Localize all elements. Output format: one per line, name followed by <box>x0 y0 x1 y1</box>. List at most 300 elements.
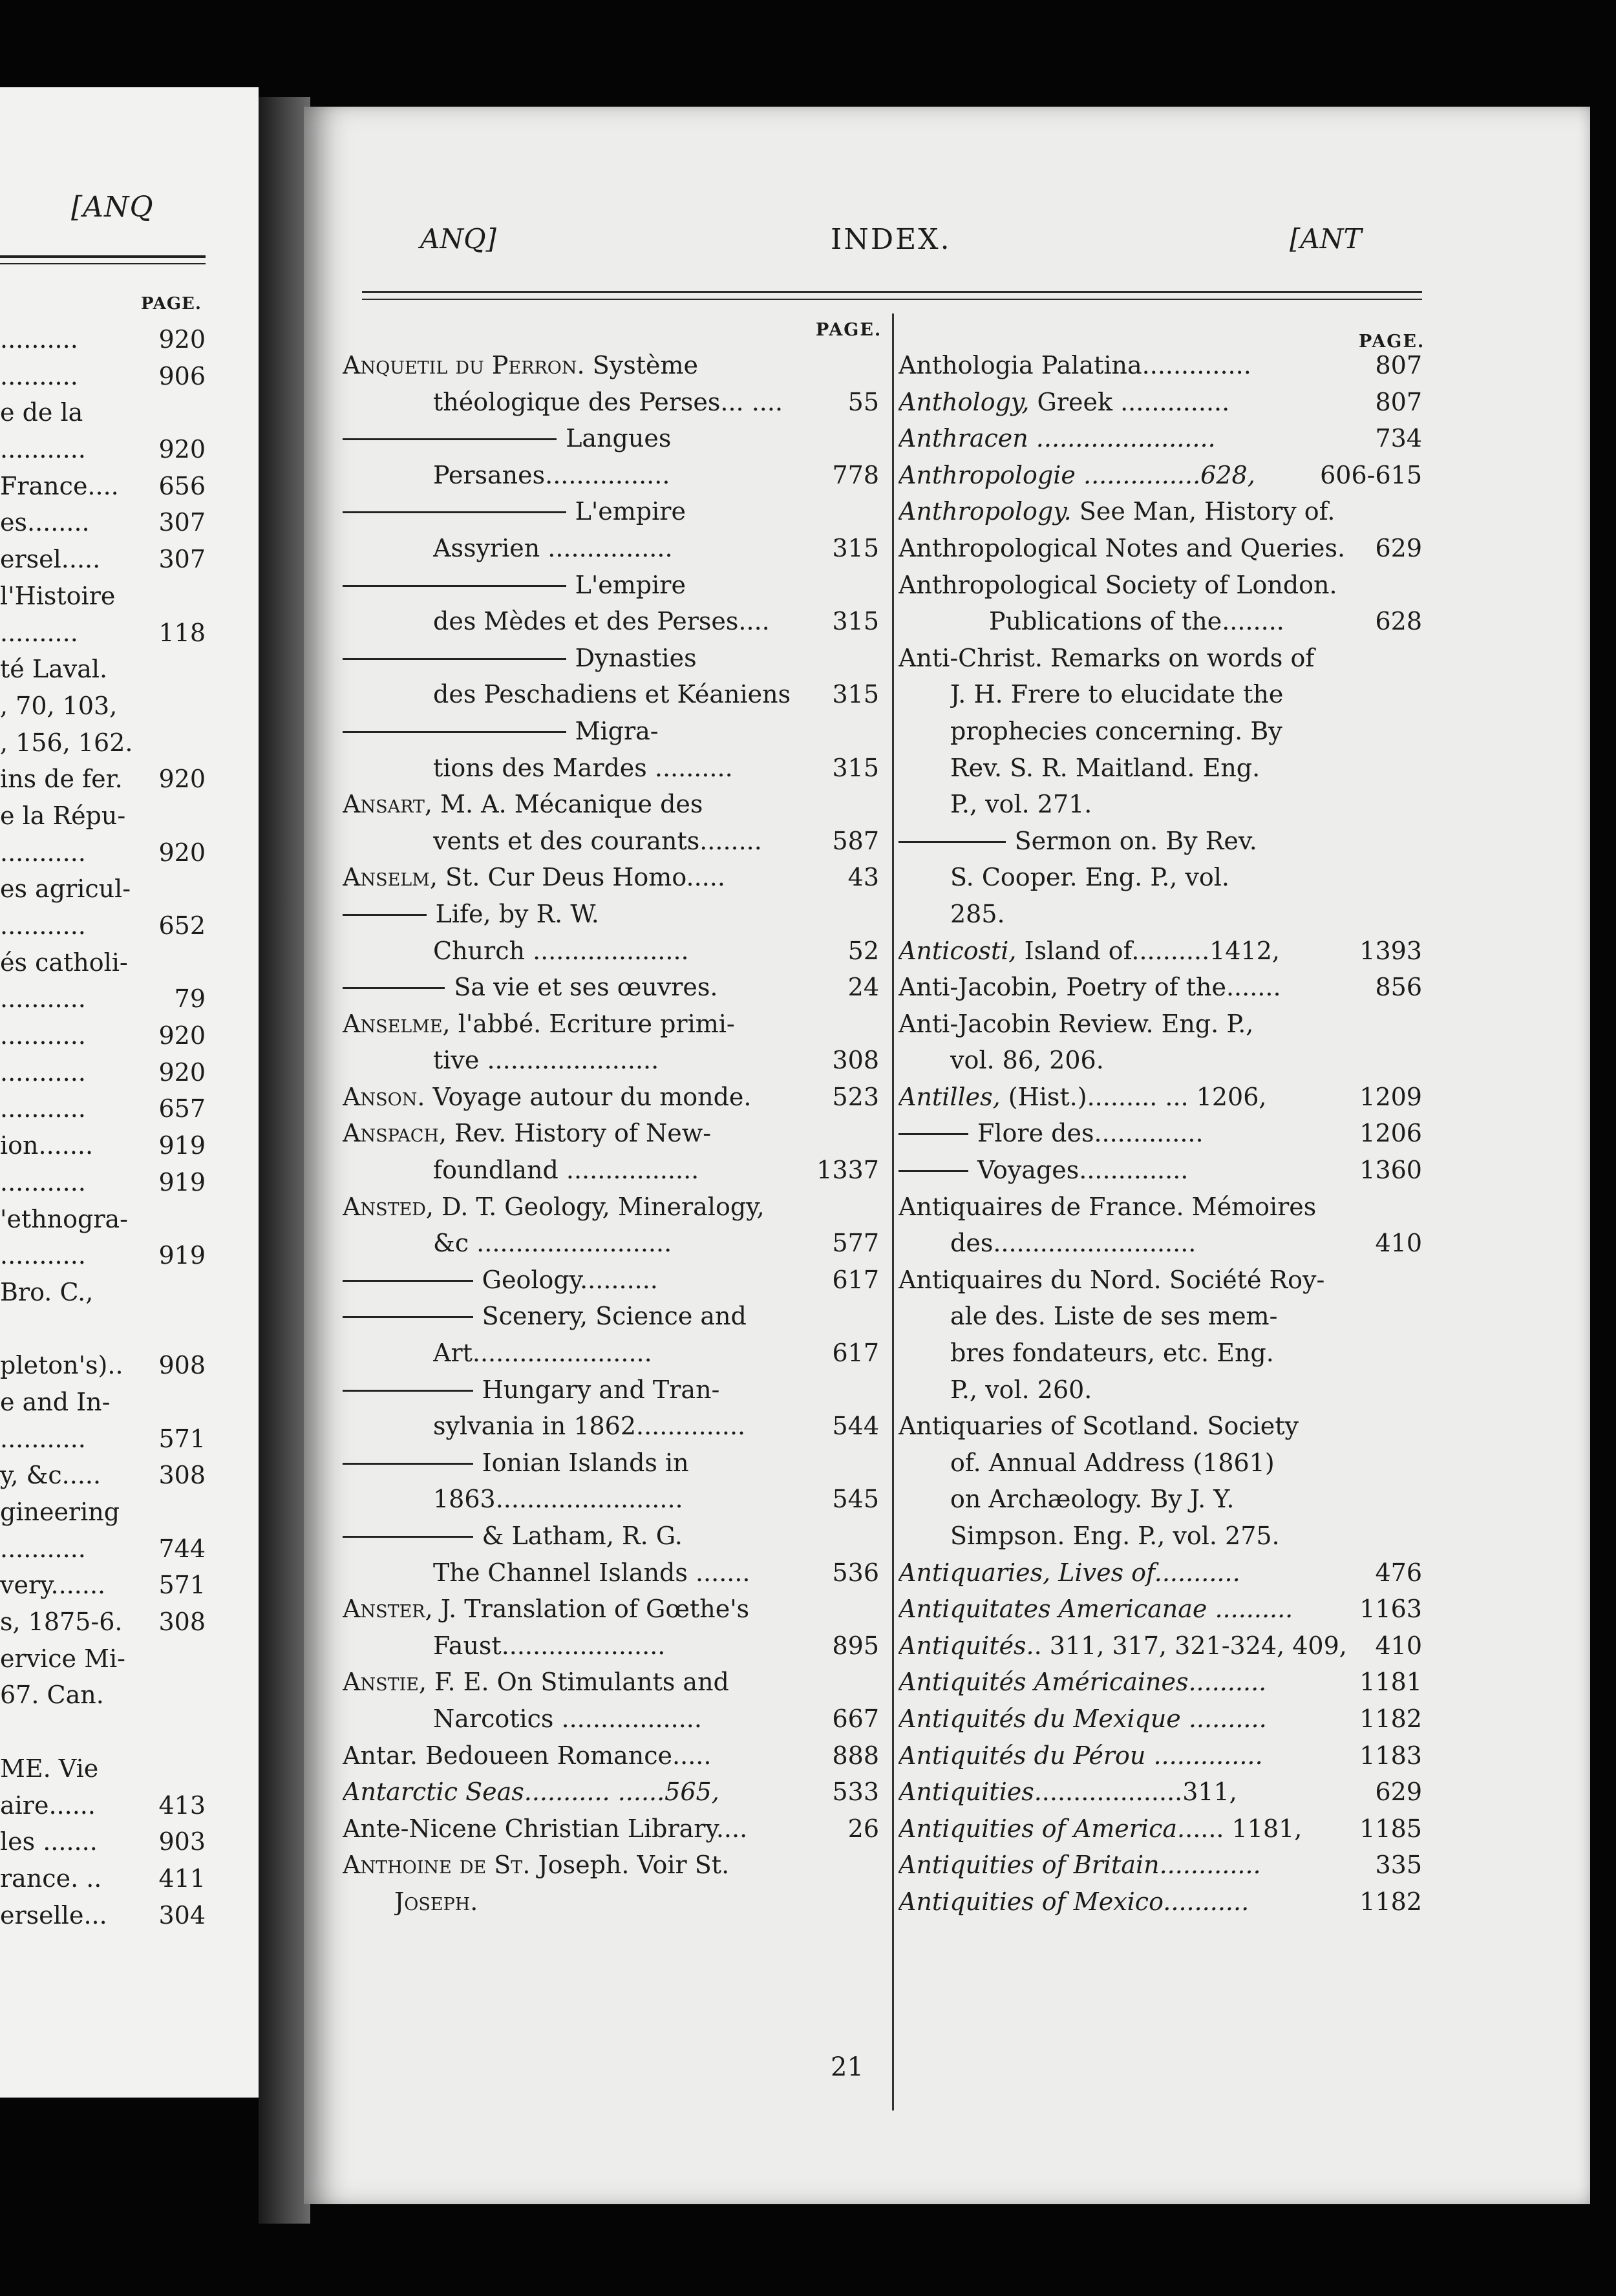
entry-text: vol. 86, 206. <box>950 1046 1104 1075</box>
index-entry-line <box>898 1298 1422 1335</box>
index-line <box>0 1127 206 1164</box>
ditto-dash <box>343 438 557 440</box>
entry-page-number: 523 <box>832 1082 879 1111</box>
entry-text: Anti-Jacobin, Poetry of the....... <box>898 973 1281 1002</box>
entry-text: Anthology, Greek .............. <box>898 387 1230 416</box>
page-title: INDEX. <box>831 223 952 256</box>
index-entry-line <box>343 1006 879 1043</box>
entry-page-number: 906 <box>158 361 206 390</box>
entry-text: Anstie, F. E. On Stimulants and <box>343 1668 729 1697</box>
entry-text: Ansted, D. T. Geology, Mineralogy, <box>343 1192 765 1221</box>
entry-page-number: 656 <box>158 471 206 500</box>
index-entry-line <box>343 457 879 494</box>
entry-text: es........ <box>0 508 90 537</box>
index-entry-line <box>898 969 1422 1006</box>
entry-text: 285. <box>950 899 1005 928</box>
index-entry-line <box>343 384 879 421</box>
entry-text: tions des Mardes .......... <box>433 753 733 782</box>
entry-text: 'ethnogra- <box>0 1204 129 1233</box>
index-entry-line <box>898 1664 1422 1701</box>
book-spine <box>259 97 310 2224</box>
index-entry-line <box>898 603 1422 640</box>
entry-text: Antiquités du Pérou .............. <box>898 1741 1263 1770</box>
entry-text: ........... <box>0 1021 86 1050</box>
entry-text: Church .................... <box>433 936 689 965</box>
ditto-dash <box>343 1280 473 1282</box>
index-line <box>0 1714 206 1750</box>
entry-subtitle: Migra- <box>575 716 659 745</box>
entry-subtitle: Ionian Islands in <box>482 1448 689 1477</box>
entry-page-number: 43 <box>847 863 879 892</box>
entry-text: té Laval. <box>0 655 108 684</box>
entry-text: ervice Mi- <box>0 1644 126 1673</box>
entry-subtitle: Sermon on. By Rev. <box>1014 826 1257 855</box>
index-line <box>0 1090 206 1127</box>
entry-text: on Archæology. By J. Y. <box>950 1485 1235 1514</box>
index-entry-line <box>343 640 879 677</box>
index-line <box>0 761 206 798</box>
index-entry-line <box>343 823 879 860</box>
index-entry-line <box>898 1335 1422 1372</box>
entry-text <box>343 420 879 457</box>
ditto-dash <box>343 658 566 660</box>
header-rule <box>362 291 1422 293</box>
entry-text: Ante-Nicene Christian Library.... <box>343 1814 748 1843</box>
index-line <box>0 321 206 358</box>
entry-text: Anselm, St. Cur Deus Homo..... <box>343 863 725 892</box>
entry-page-number: 1182 <box>1359 1887 1422 1916</box>
entry-text: ........... <box>0 1058 86 1087</box>
entry-text: Anthoine de St. Joseph. Voir St. <box>343 1851 730 1880</box>
index-entry-line <box>343 1664 879 1701</box>
ditto-dash <box>898 841 1006 843</box>
entry-page-number: 1163 <box>1359 1595 1422 1624</box>
index-line <box>0 1531 206 1568</box>
entry-text: Antiquities of Britain............. <box>898 1851 1261 1880</box>
index-entry-line <box>343 1847 879 1884</box>
index-entry-line <box>343 530 879 567</box>
entry-text: Antiquities of America...... 1181, <box>898 1814 1302 1843</box>
index-line <box>0 651 206 688</box>
index-entry-line <box>898 676 1422 713</box>
index-entry-line <box>898 1481 1422 1518</box>
entry-text: foundland ................. <box>433 1156 699 1185</box>
index-entry-line <box>343 896 879 933</box>
entry-text: Simpson. Eng. P., vol. 275. <box>950 1522 1280 1550</box>
index-entry-line <box>343 1738 879 1774</box>
index-line <box>0 1384 206 1421</box>
entry-page-number: 856 <box>1375 973 1422 1002</box>
entry-text <box>343 640 879 677</box>
entry-text: Rev. S. R. Maitland. Eng. <box>950 753 1260 782</box>
entry-text: Assyrien ................ <box>433 533 673 562</box>
index-entry-line <box>343 713 879 750</box>
entry-text: ........... <box>0 1534 86 1563</box>
entry-text: ........... <box>0 984 86 1014</box>
entry-text: Anthropological Society of London. <box>898 570 1337 599</box>
entry-text: ........... <box>0 1424 86 1453</box>
entry-text: ersel..... <box>0 545 101 574</box>
entry-page-number: 888 <box>832 1741 879 1770</box>
ditto-dash <box>343 731 566 733</box>
index-entry-line <box>898 1811 1422 1847</box>
index-line <box>0 725 206 761</box>
index-line <box>0 1017 206 1054</box>
index-line <box>0 615 206 652</box>
entry-text <box>343 1372 879 1408</box>
entry-page-number: 545 <box>832 1485 879 1514</box>
entry-text: e de la <box>0 398 83 427</box>
entry-text: aire...... <box>0 1791 96 1820</box>
index-entry-line <box>898 1774 1422 1811</box>
entry-text: erselle... <box>0 1900 107 1929</box>
index-line <box>0 1164 206 1201</box>
entry-page-number: 308 <box>832 1046 879 1075</box>
entry-text: s, 1875-6. <box>0 1608 123 1637</box>
index-line <box>0 1421 206 1458</box>
index-entry-line <box>343 1481 879 1518</box>
index-entry-line <box>343 1811 879 1847</box>
entry-page-number: 533 <box>832 1778 879 1807</box>
page-column-label: PAGE. <box>816 320 882 340</box>
index-entry-line <box>343 859 879 896</box>
entry-subtitle: Geology.......... <box>482 1265 658 1294</box>
entry-text: ion....... <box>0 1131 94 1160</box>
index-entry-line <box>343 1774 879 1811</box>
index-entry-line <box>343 1042 879 1079</box>
index-entry-line <box>343 1262 879 1299</box>
index-entry-line <box>343 969 879 1006</box>
index-line <box>0 1641 206 1677</box>
entry-text: 67. Can. <box>0 1681 104 1710</box>
index-line <box>0 1604 206 1641</box>
index-entry-line <box>343 1335 879 1372</box>
entry-text: P., vol. 260. <box>950 1375 1092 1404</box>
entry-text: Anthologia Palatina.............. <box>898 351 1251 379</box>
entry-text: prophecies concerning. By <box>950 716 1282 745</box>
entry-text: France.... <box>0 471 119 500</box>
left-page-fragment <box>0 87 259 2098</box>
entry-text: Ansart, M. A. Mécanique des <box>343 790 703 819</box>
entry-text: Anthracen ....................... <box>898 424 1216 453</box>
index-line <box>0 1274 206 1311</box>
index-entry-line <box>898 1445 1422 1482</box>
entry-page-number: 920 <box>158 435 206 464</box>
entry-page-number: 307 <box>158 508 206 537</box>
entry-text: e and In- <box>0 1387 111 1416</box>
entry-text <box>898 1115 1348 1152</box>
ditto-dash <box>343 1316 473 1318</box>
index-entry-line <box>898 1518 1422 1555</box>
index-entry-line <box>898 1225 1422 1262</box>
entry-page-number: 628 <box>1375 607 1422 636</box>
index-entry-line <box>898 1408 1422 1445</box>
entry-page-number: 1360 <box>1359 1156 1422 1185</box>
ditto-dash <box>343 987 445 989</box>
index-line <box>0 1054 206 1091</box>
entry-text: les ....... <box>0 1827 98 1856</box>
index-entry-line <box>898 457 1422 494</box>
index-entry-line <box>898 786 1422 823</box>
index-line <box>0 1457 206 1494</box>
entry-text: théologique des Perses... .... <box>433 387 783 416</box>
entry-text <box>343 1262 805 1299</box>
entry-text: Antiquités Américaines.......... <box>898 1668 1267 1697</box>
entry-text: des.......................... <box>950 1229 1196 1258</box>
index-entry-line <box>898 493 1422 530</box>
ditto-dash <box>343 511 566 513</box>
index-entry-line <box>898 1115 1422 1152</box>
entry-page-number: 55 <box>847 387 879 416</box>
entry-page-number: 920 <box>158 1058 206 1087</box>
entry-page-number: 807 <box>1375 351 1422 379</box>
entry-page-number: 920 <box>158 838 206 867</box>
entry-text: Antar. Bedoueen Romance..... <box>343 1741 712 1770</box>
entry-page-number: 919 <box>158 1167 206 1196</box>
index-entry-line <box>343 1408 879 1445</box>
index-line <box>0 944 206 981</box>
entry-text: Antiquités.. 311, 317, 321-324, 409, <box>898 1631 1347 1660</box>
entry-page-number: 587 <box>832 826 879 855</box>
running-head-left: ANQ] <box>420 223 496 255</box>
index-column-left <box>343 347 879 1920</box>
entry-text: ........... <box>0 1241 86 1270</box>
index-entry-line <box>343 933 879 970</box>
index-entry-line <box>898 933 1422 970</box>
index-entry-line <box>343 676 879 713</box>
index-entry-line <box>343 750 879 787</box>
index-entry-line <box>343 493 879 530</box>
index-line <box>0 1567 206 1604</box>
entry-text <box>343 896 879 933</box>
index-line <box>0 1237 206 1274</box>
index-line <box>0 1201 206 1238</box>
index-line <box>0 1823 206 1860</box>
index-line <box>0 834 206 871</box>
entry-text: ........... <box>0 911 86 940</box>
entry-text: Antiquities of Mexico........... <box>898 1887 1249 1916</box>
left-page-header: [ANQ <box>71 191 154 224</box>
entry-page-number: 1182 <box>1359 1704 1422 1733</box>
entry-subtitle: L'empire <box>575 497 686 526</box>
entry-page-number: 79 <box>174 984 206 1014</box>
entry-text: Antiquaries of Scotland. Society <box>898 1412 1299 1441</box>
column-divider <box>892 314 894 2110</box>
page-column-label: PAGE. <box>141 294 202 314</box>
index-line <box>0 981 206 1017</box>
entry-text: Art....................... <box>433 1339 652 1368</box>
entry-text: P., vol. 271. <box>950 790 1092 819</box>
entry-page-number: 1337 <box>816 1156 879 1185</box>
entry-text: rance. .. <box>0 1864 102 1893</box>
entry-text: ins de fer. <box>0 765 123 794</box>
entry-text: J. H. Frere to elucidate the <box>950 680 1284 709</box>
entry-text: ........... <box>0 435 86 464</box>
entry-text: Anti-Christ. Remarks on words of <box>898 643 1315 672</box>
entry-page-number: 52 <box>847 936 879 965</box>
index-entry-line <box>343 1189 879 1226</box>
entry-text: tive ...................... <box>433 1046 659 1075</box>
entry-text <box>343 713 879 750</box>
entry-page-number: 903 <box>158 1827 206 1856</box>
entry-text: Narcotics .................. <box>433 1704 702 1733</box>
entry-page-number: 919 <box>158 1131 206 1160</box>
index-entry-line <box>898 1079 1422 1116</box>
entry-text: Antiquities...................311, <box>898 1778 1237 1807</box>
entry-text: gineering <box>0 1498 120 1526</box>
index-entry-line <box>898 1189 1422 1226</box>
entry-text: very....... <box>0 1571 106 1600</box>
header-rule <box>0 255 206 258</box>
index-line <box>0 1311 206 1348</box>
entry-page-number: 617 <box>832 1265 879 1294</box>
entry-page-number: 304 <box>158 1900 206 1929</box>
entry-text: pleton's).. <box>0 1351 123 1380</box>
entry-text: Anselme, l'abbé. Ecriture primi- <box>343 1009 735 1038</box>
entry-text: Antilles, (Hist.)......... ... 1206, <box>898 1082 1267 1111</box>
entry-text: Anson. Voyage autour du monde. <box>343 1082 752 1111</box>
index-entry-line <box>343 1628 879 1664</box>
entry-text: ME. Vie <box>0 1754 99 1783</box>
index-entry-line <box>343 420 879 457</box>
entry-text <box>343 969 805 1006</box>
entry-page-number: 1181 <box>1359 1668 1422 1697</box>
entry-page-number: 308 <box>158 1608 206 1637</box>
entry-page-number: 315 <box>832 533 879 562</box>
entry-text: Antiquaries, Lives of........... <box>898 1558 1240 1587</box>
entry-page-number: 920 <box>158 1021 206 1050</box>
entry-text: l'Histoire <box>0 581 116 610</box>
entry-text: .......... <box>0 325 78 354</box>
index-column-right <box>898 347 1422 1920</box>
entry-page-number: 335 <box>1375 1851 1422 1880</box>
entry-page-number: 308 <box>158 1461 206 1490</box>
header-rule <box>362 299 1422 300</box>
entry-text: , 70, 103, <box>0 691 118 720</box>
entry-subtitle: Dynasties <box>575 643 697 672</box>
entry-text: Publications of the........ <box>989 607 1284 636</box>
ditto-dash <box>343 1536 473 1538</box>
index-line <box>0 1787 206 1824</box>
entry-text: e la Répu- <box>0 801 126 830</box>
entry-page-number: 652 <box>158 911 206 940</box>
index-entry-line <box>898 713 1422 750</box>
index-entry-line <box>898 1555 1422 1591</box>
entry-subtitle: Scenery, Science and <box>482 1302 747 1331</box>
left-page-lines <box>0 321 206 1933</box>
index-line <box>0 578 206 615</box>
entry-page-number: 920 <box>158 325 206 354</box>
running-head-right: [ANT <box>1290 223 1362 255</box>
index-entry-line <box>343 603 879 640</box>
entry-page-number: 571 <box>158 1424 206 1453</box>
entry-text: ........... <box>0 1167 86 1196</box>
entry-text: Anspach, Rev. History of New- <box>343 1119 712 1148</box>
entry-text: y, &c..... <box>0 1461 101 1490</box>
index-entry-line <box>898 420 1422 457</box>
index-line <box>0 1897 206 1934</box>
entry-page-number: 667 <box>832 1704 879 1733</box>
entry-text: es agricul- <box>0 875 131 904</box>
index-line <box>0 1494 206 1531</box>
entry-page-number: 919 <box>158 1241 206 1270</box>
index-entry-line <box>898 859 1422 896</box>
entry-page-number: 657 <box>158 1094 206 1123</box>
entry-text: ........... <box>0 838 86 867</box>
entry-text: Anti-Jacobin Review. Eng. P., <box>898 1009 1254 1038</box>
index-entry-line <box>898 1884 1422 1920</box>
entry-subtitle: Voyages.............. <box>977 1156 1189 1185</box>
entry-page-number: 315 <box>832 607 879 636</box>
index-entry-line <box>343 1518 879 1555</box>
index-entry-line <box>898 823 1422 860</box>
entry-page-number: 1393 <box>1359 936 1422 965</box>
entry-text <box>343 493 879 530</box>
ditto-dash <box>343 914 427 916</box>
index-entry-line <box>898 530 1422 567</box>
entry-page-number: 577 <box>832 1229 879 1258</box>
entry-text: The Channel Islands ....... <box>433 1558 750 1587</box>
entry-text: S. Cooper. Eng. P., vol. <box>950 863 1230 892</box>
index-entry-line <box>898 1372 1422 1408</box>
index-line <box>0 798 206 834</box>
index-entry-line <box>898 1701 1422 1738</box>
entry-page-number: 1185 <box>1359 1814 1422 1843</box>
ditto-dash <box>898 1170 968 1172</box>
entry-page-number: 895 <box>832 1631 879 1660</box>
index-entry-line <box>343 786 879 823</box>
index-entry-line <box>898 1042 1422 1079</box>
entry-page-number: 315 <box>832 680 879 709</box>
entry-text: és catholi- <box>0 948 128 977</box>
index-entry-line <box>343 567 879 604</box>
entry-page-number: 307 <box>158 545 206 574</box>
index-line <box>0 1860 206 1897</box>
index-line <box>0 358 206 395</box>
entry-text: Anthropology. See Man, History of. <box>898 497 1335 526</box>
page-number: 21 <box>831 2052 864 2082</box>
entry-page-number: 315 <box>832 753 879 782</box>
entry-text: .......... <box>0 361 78 390</box>
entry-page-number: 26 <box>847 1814 879 1843</box>
entry-text: Antiquaires de France. Mémoires <box>898 1192 1317 1221</box>
index-line <box>0 1677 206 1714</box>
index-entry-line <box>343 1701 879 1738</box>
entry-text: &c ......................... <box>433 1229 672 1258</box>
entry-subtitle: Hungary and Tran- <box>482 1375 720 1404</box>
entry-page-number: 908 <box>158 1351 206 1380</box>
header-rule <box>0 263 206 264</box>
entry-text: Anster, J. Translation of Gœthe's <box>343 1595 750 1624</box>
entry-page-number: 571 <box>158 1571 206 1600</box>
index-entry-line <box>898 384 1422 421</box>
entry-page-number: 118 <box>158 618 206 647</box>
index-line <box>0 1347 206 1384</box>
ditto-dash <box>343 585 566 587</box>
entry-page-number: 734 <box>1375 424 1422 453</box>
entry-text <box>898 823 1422 860</box>
entry-text: des Peschadiens et Kéaniens <box>433 680 791 709</box>
entry-text: des Mèdes et des Perses.... <box>433 607 770 636</box>
entry-page-number: 629 <box>1375 533 1422 562</box>
index-line <box>0 1750 206 1787</box>
ditto-dash <box>343 1390 473 1392</box>
page-column-label: PAGE. <box>1359 332 1425 352</box>
index-entry-line <box>343 1079 879 1116</box>
index-line <box>0 504 206 541</box>
index-line <box>0 541 206 578</box>
entry-page-number: 476 <box>1375 1558 1422 1587</box>
